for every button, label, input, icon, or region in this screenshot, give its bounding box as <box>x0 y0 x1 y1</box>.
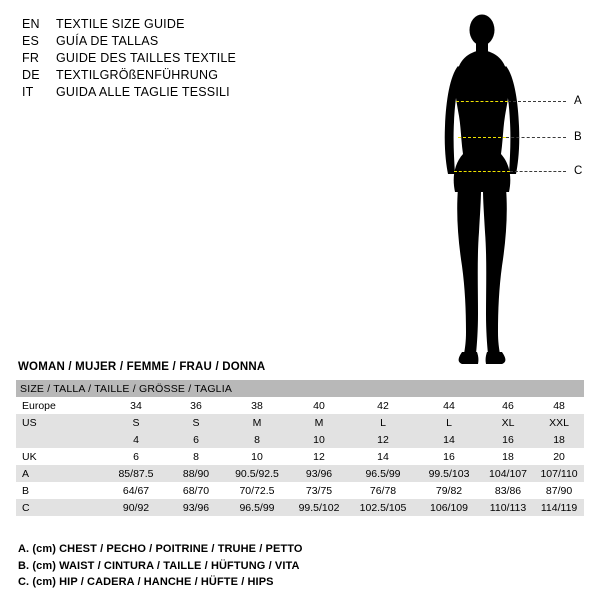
row-label: Europe <box>16 397 106 414</box>
table-cell: 40 <box>288 397 350 414</box>
table-cell: 90/92 <box>106 499 166 516</box>
measurement-marker-c <box>454 166 586 176</box>
row-label: UK <box>16 448 106 465</box>
table-cell: XL <box>482 414 534 431</box>
language-heading-list <box>22 16 352 101</box>
table-cell: 96.5/99 <box>226 499 288 516</box>
table-cell: 38 <box>226 397 288 414</box>
table-header-row <box>16 380 584 397</box>
table-cell: 68/70 <box>166 482 226 499</box>
table-cell: 6 <box>106 448 166 465</box>
table-cell: 70/72.5 <box>226 482 288 499</box>
table-cell: 36 <box>166 397 226 414</box>
table-cell: 99.5/102 <box>288 499 350 516</box>
table-cell: XXL <box>534 414 584 431</box>
table-row <box>16 448 584 465</box>
table-cell: M <box>226 414 288 431</box>
table-cell: L <box>350 414 416 431</box>
measurement-legend <box>18 541 578 591</box>
language-row <box>22 50 352 67</box>
table-cell: 16 <box>482 431 534 448</box>
marker-label-b: B <box>574 131 582 143</box>
table-cell: 14 <box>350 448 416 465</box>
language-title: GUIDA ALLE TAGLIE TESSILI <box>56 85 230 99</box>
table-row <box>16 414 584 431</box>
table-cell: 73/75 <box>288 482 350 499</box>
marker-label-a: A <box>574 95 582 107</box>
legend-row-c: C. (cm) HIP / CADERA / HANCHE / HÜFTE / HIPS <box>18 576 274 588</box>
language-code: FR <box>22 51 40 65</box>
legend-row-a: A. (cm) CHEST / PECHO / POITRINE / TRUHE / PETTO <box>18 543 303 555</box>
row-label: B <box>16 482 106 499</box>
size-table-container <box>16 380 584 516</box>
dashed-line-waist <box>458 137 506 138</box>
measurement-marker-a <box>456 96 586 106</box>
language-row <box>22 67 352 84</box>
body-figure <box>430 8 590 368</box>
dashed-line-waist-outer <box>506 137 566 138</box>
row-label: A <box>16 465 106 482</box>
row-label: C <box>16 499 106 516</box>
table-cell: 83/86 <box>482 482 534 499</box>
table-cell: 99.5/103 <box>416 465 482 482</box>
table-row <box>16 465 584 482</box>
table-cell: 6 <box>166 431 226 448</box>
table-row <box>16 499 584 516</box>
table-cell: 114/119 <box>534 499 584 516</box>
table-cell: 34 <box>106 397 166 414</box>
table-cell: 18 <box>534 431 584 448</box>
language-title: GUÍA DE TALLAS <box>56 34 159 48</box>
language-row <box>22 84 352 101</box>
language-code: ES <box>22 34 40 48</box>
table-cell: 46 <box>482 397 534 414</box>
language-code: EN <box>22 17 40 31</box>
table-cell: S <box>106 414 166 431</box>
section-heading: WOMAN / MUJER / FEMME / FRAU / DONNA <box>18 361 266 373</box>
table-cell: 10 <box>226 448 288 465</box>
table-cell: 18 <box>482 448 534 465</box>
language-row <box>22 16 352 33</box>
table-cell: 87/90 <box>534 482 584 499</box>
dashed-line-chest <box>456 101 508 102</box>
table-cell: 64/67 <box>106 482 166 499</box>
table-cell: 42 <box>350 397 416 414</box>
table-cell: 88/90 <box>166 465 226 482</box>
table-cell: 93/96 <box>288 465 350 482</box>
row-label <box>16 431 106 448</box>
table-cell: 107/110 <box>534 465 584 482</box>
table-cell: 90.5/92.5 <box>226 465 288 482</box>
language-code: DE <box>22 68 40 82</box>
marker-label-c: C <box>574 165 583 177</box>
table-cell: 10 <box>288 431 350 448</box>
dashed-line-hip-outer <box>510 171 566 172</box>
table-cell: 12 <box>288 448 350 465</box>
dashed-line-chest-outer <box>508 101 566 102</box>
language-title: GUIDE DES TAILLES TEXTILE <box>56 51 237 65</box>
table-row <box>16 482 584 499</box>
dashed-line-hip <box>454 171 510 172</box>
table-cell: 8 <box>226 431 288 448</box>
table-cell: 93/96 <box>166 499 226 516</box>
language-title: TEXTILGRÖßENFÜHRUNG <box>56 68 219 82</box>
table-row <box>16 431 584 448</box>
language-title: TEXTILE SIZE GUIDE <box>56 17 185 31</box>
table-cell: 48 <box>534 397 584 414</box>
table-cell: 16 <box>416 448 482 465</box>
table-cell: 20 <box>534 448 584 465</box>
table-cell: 12 <box>350 431 416 448</box>
table-cell: 76/78 <box>350 482 416 499</box>
table-cell: 104/107 <box>482 465 534 482</box>
measurement-marker-b <box>458 132 586 142</box>
size-table <box>16 380 584 516</box>
table-cell: 79/82 <box>416 482 482 499</box>
table-cell: S <box>166 414 226 431</box>
table-cell: 96.5/99 <box>350 465 416 482</box>
table-cell: M <box>288 414 350 431</box>
female-silhouette-icon <box>430 8 590 368</box>
table-cell: 8 <box>166 448 226 465</box>
table-cell: 44 <box>416 397 482 414</box>
row-label: US <box>16 414 106 431</box>
table-cell: 102.5/105 <box>350 499 416 516</box>
language-code: IT <box>22 85 34 99</box>
table-cell: 106/109 <box>416 499 482 516</box>
legend-row-b: B. (cm) WAIST / CINTURA / TAILLE / HÜFTUNG / VITA <box>18 559 300 572</box>
table-cell: L <box>416 414 482 431</box>
table-header-label: SIZE / TALLA / TAILLE / GRÖSSE / TAGLIA <box>16 380 584 397</box>
table-cell: 14 <box>416 431 482 448</box>
language-row <box>22 33 352 50</box>
table-cell: 4 <box>106 431 166 448</box>
table-cell: 85/87.5 <box>106 465 166 482</box>
table-cell: 110/113 <box>482 499 534 516</box>
table-row <box>16 397 584 414</box>
